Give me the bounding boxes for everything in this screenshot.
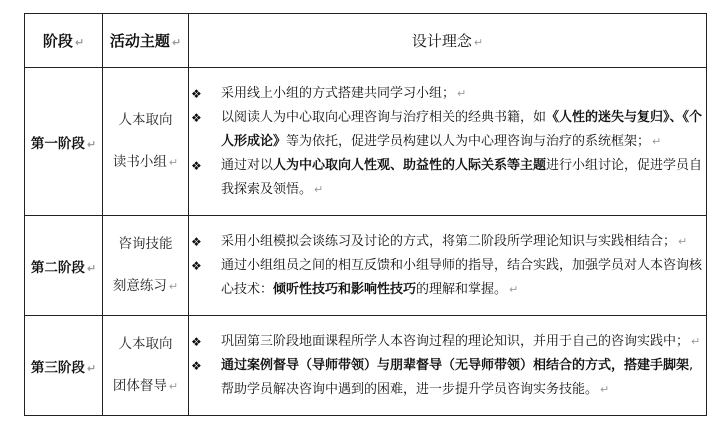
list-item: ❖ 以阅读人为中心取向心理咨询与治疗相关的经典书籍，如《人性的迷失与复归》、《个人形成论》等为依托，促进学员构建以人为中心理咨询与治疗的系统框架； ↵ (189, 106, 706, 154)
phase-cell: 第二阶段 ↵ (25, 216, 103, 316)
diamond-bullet-icon: ❖ (191, 334, 202, 349)
topic-line: 刻意练习 ↵ (112, 278, 179, 294)
table-header-row (25, 14, 707, 68)
diamond-bullet-icon: ❖ (191, 358, 202, 373)
diamond-bullet-icon: ❖ (191, 234, 202, 249)
phase-cell: 第一阶段 ↵ (25, 68, 103, 216)
list-item: ❖ 巩固第三阶段地面课程所学人本咨询过程的理论知识，并用于自己的咨询实践中； ↵ (189, 330, 706, 354)
ideas-cell (189, 216, 707, 316)
diamond-bullet-icon: ❖ (191, 158, 202, 173)
phase-cell: 第三阶段 ↵ (25, 316, 103, 416)
diamond-bullet-icon: ❖ (191, 110, 202, 125)
list-item: ❖ 采用线上小组的方式搭建共同学习小组； ↵ (189, 82, 706, 106)
topic-line: 团体督导 ↵ (112, 378, 179, 394)
list-item: ❖ 采用小组模拟会谈练习及讨论的方式，将第二阶段所学理论知识与实践相结合； ↵ (189, 230, 706, 254)
topic-cell (103, 216, 189, 316)
table-row (25, 68, 707, 216)
list-item: ❖ 通过对以人为中心取向人性观、助益性的人际关系等主题进行小组讨论，促进学员自我探索及领悟。 ↵ (189, 154, 706, 202)
topic-line: 咨询技能 (118, 236, 173, 252)
table-row (25, 216, 707, 316)
topic-cell (103, 68, 189, 216)
diamond-bullet-icon: ❖ (191, 258, 202, 273)
topic-cell (103, 316, 189, 416)
diamond-bullet-icon: ❖ (191, 86, 202, 101)
table-row (25, 316, 707, 416)
topic-line: 读书小组 ↵ (112, 154, 179, 170)
header-phase: 阶段 ↵ (25, 14, 103, 68)
list-item: ❖ 通过小组组员之间的相互反馈和小组导师的指导，结合实践，加强学员对人本咨询核心技术：倾听性技巧和影响性技巧的理解和掌握。 ↵ (189, 254, 706, 302)
topic-line: 人本取向 (118, 336, 173, 352)
ideas-cell (189, 68, 707, 216)
design-table (24, 13, 707, 416)
list-item: ❖ 通过案例督导（导师带领）与朋辈督导（无导师带领）相结合的方式，搭建手脚架,帮助学员解决咨询中遇到的困难，进一步提升学员咨询实务技能。 ↵ (189, 354, 706, 402)
header-topic: 活动主题 ↵ (103, 14, 189, 68)
topic-line: 人本取向 (118, 112, 173, 128)
header-design: 设计理念 ↵ (189, 14, 707, 68)
ideas-cell (189, 316, 707, 416)
